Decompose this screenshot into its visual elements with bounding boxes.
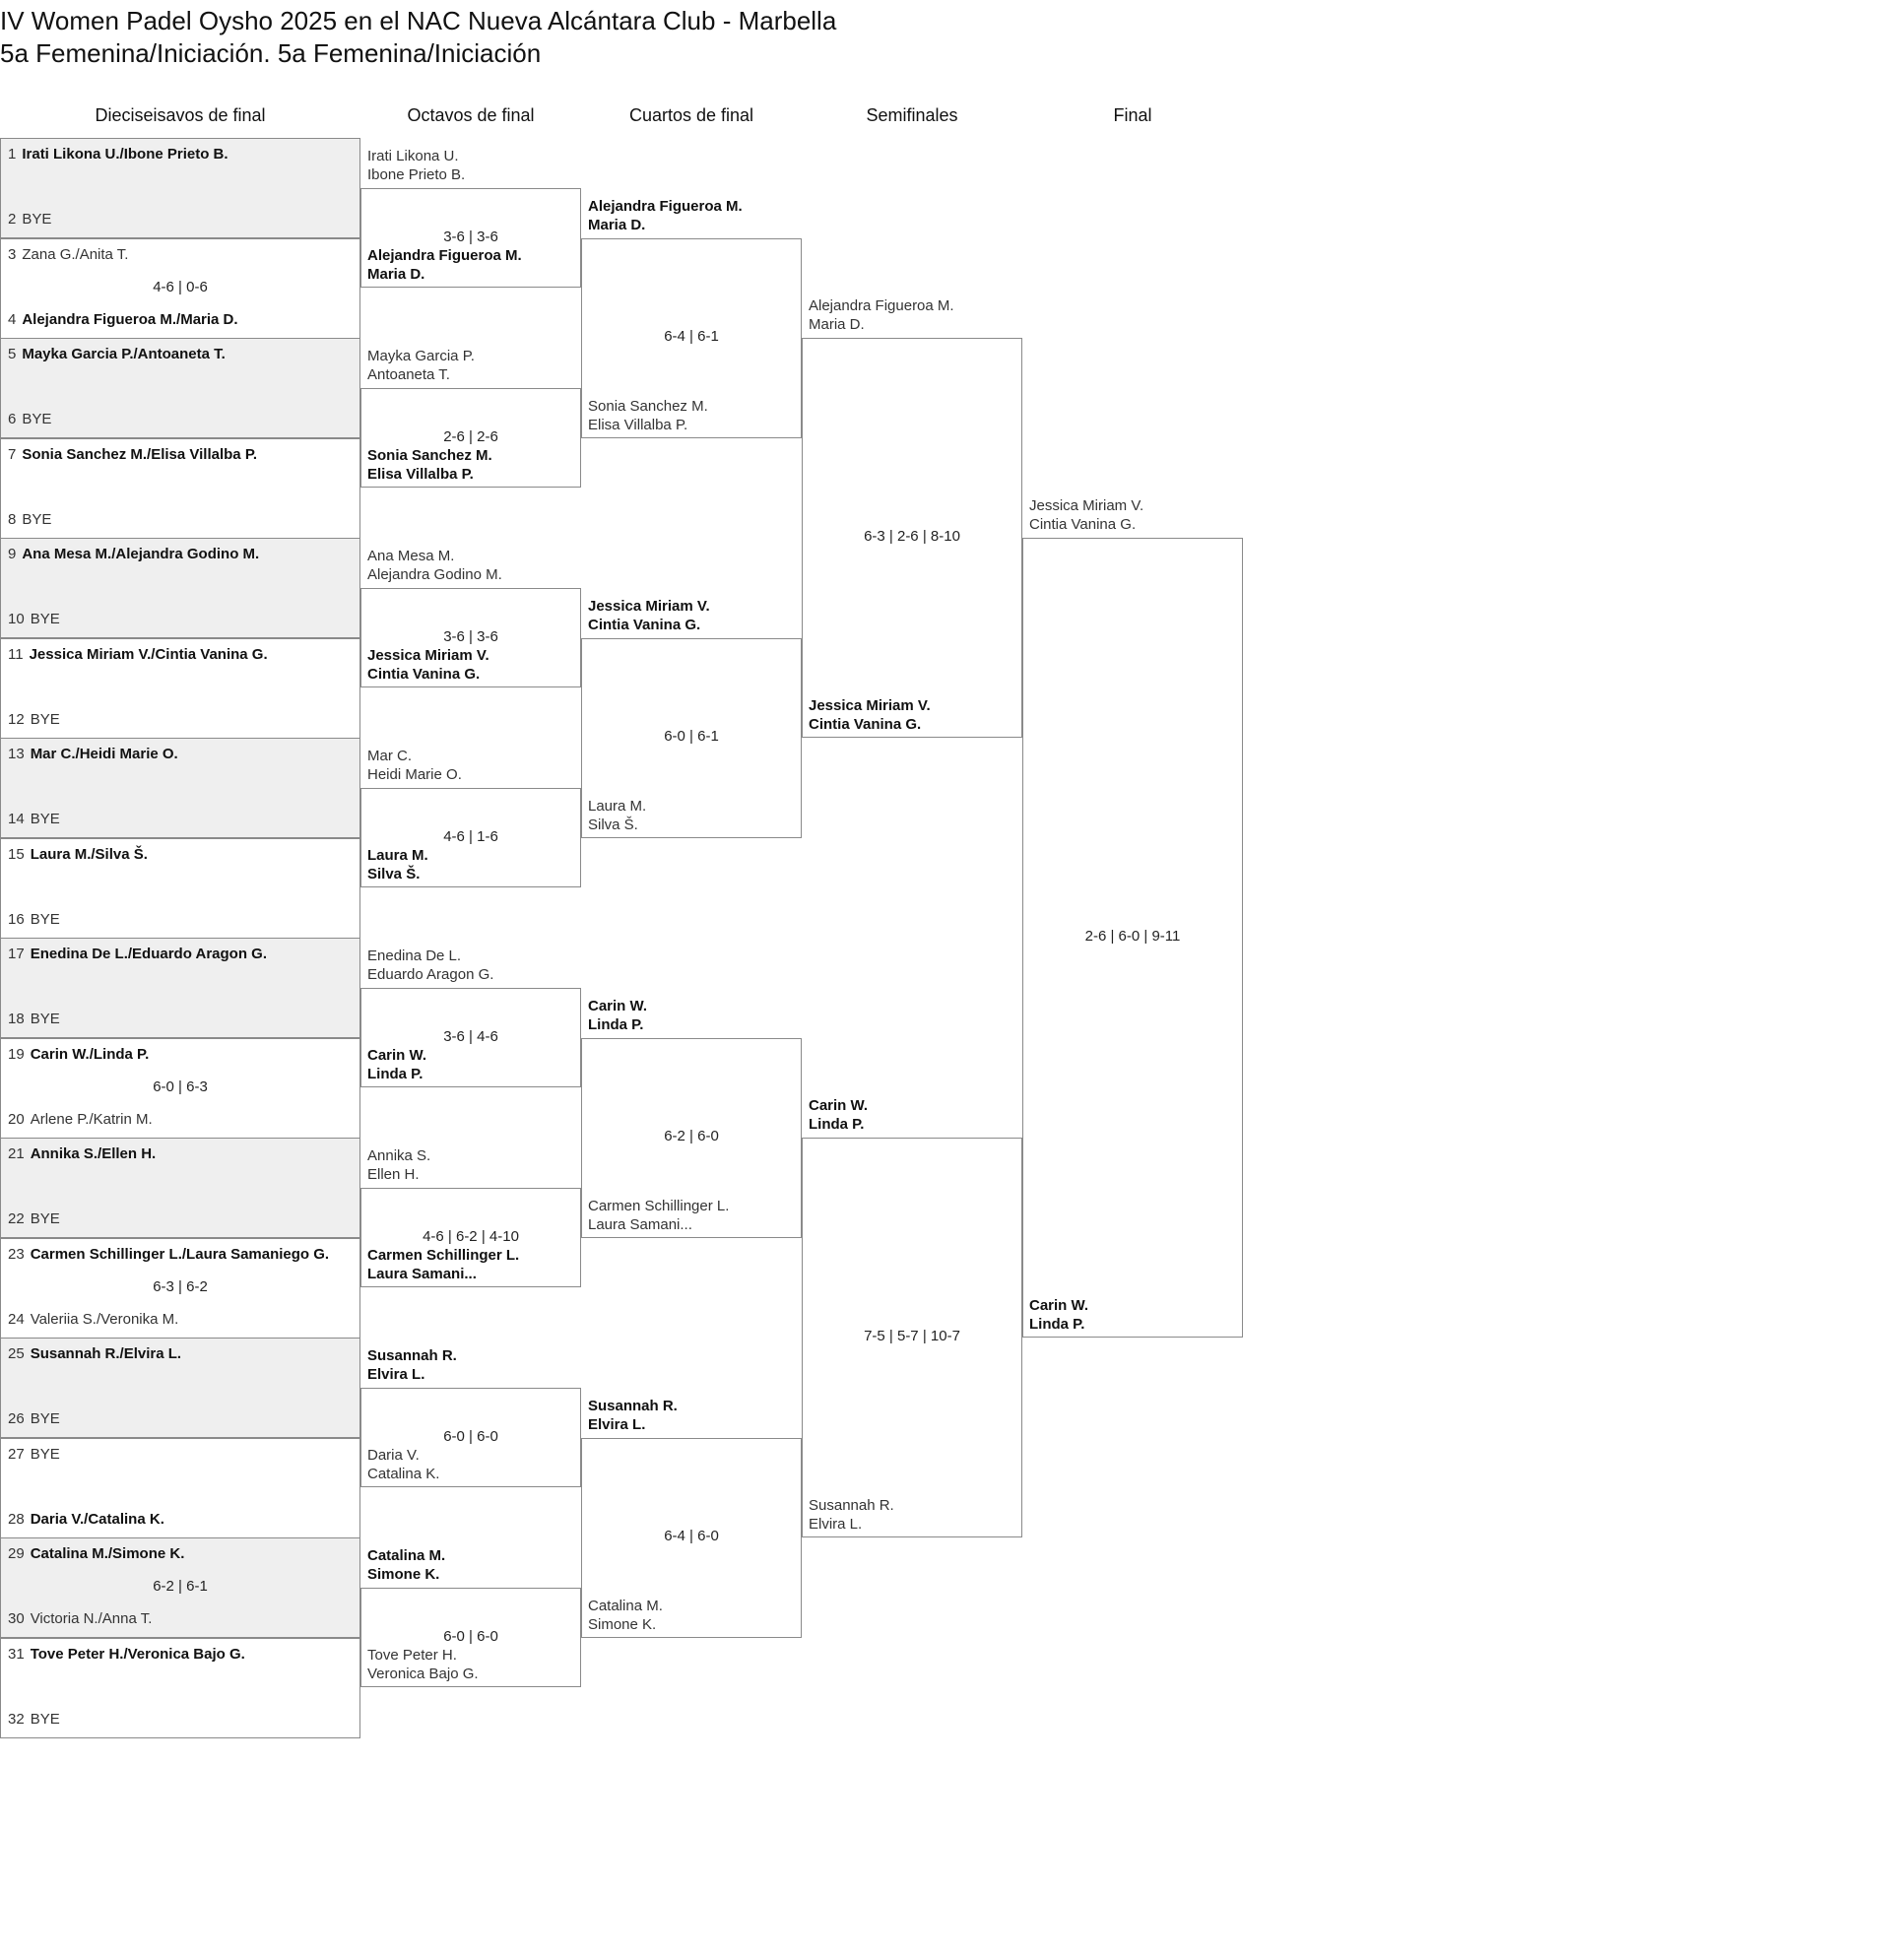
match-score: 2-6 | 2-6 bbox=[443, 427, 498, 445]
seed-number: 9 bbox=[8, 546, 17, 562]
r32-team-top bbox=[8, 1145, 156, 1162]
player-name: Daria V. bbox=[367, 1447, 420, 1465]
seed-number: 1 bbox=[8, 146, 17, 163]
team-name: Valeriia S./Veronika M. bbox=[30, 1310, 179, 1328]
seed-number: 24 bbox=[8, 1310, 25, 1328]
r32-team-top bbox=[8, 1246, 329, 1263]
player-name: Linda P. bbox=[1029, 1316, 1085, 1333]
player-name: Mayka Garcia P. bbox=[367, 347, 475, 364]
r32-match bbox=[0, 1338, 360, 1438]
r32-team-bottom bbox=[8, 511, 51, 528]
match-score: 4-6 | 1-6 bbox=[443, 827, 498, 845]
match-score: 6-0 | 6-0 bbox=[443, 1627, 498, 1645]
match-score: 6-3 | 2-6 | 8-10 bbox=[864, 528, 960, 545]
r32-team-bottom bbox=[8, 411, 51, 427]
seed-number: 11 bbox=[8, 645, 24, 663]
r32-match bbox=[0, 1537, 360, 1638]
player-name: Jessica Miriam V. bbox=[588, 597, 710, 615]
player-name: Elvira L. bbox=[809, 1516, 863, 1533]
player-name: Linda P. bbox=[809, 1116, 865, 1133]
r32-match bbox=[0, 1138, 360, 1238]
r16-entry bbox=[367, 446, 492, 484]
r32-team-bottom bbox=[8, 611, 60, 627]
player-name: Linda P. bbox=[367, 1066, 424, 1083]
r32-match bbox=[0, 438, 360, 539]
r32-team-top bbox=[8, 246, 128, 263]
r16-entry bbox=[367, 846, 428, 883]
qf-entry bbox=[588, 997, 647, 1034]
player-name: Jessica Miriam V. bbox=[1029, 497, 1144, 514]
r32-team-top bbox=[8, 1545, 184, 1562]
seed-number: 17 bbox=[8, 946, 25, 962]
team-name: BYE bbox=[22, 211, 52, 228]
seed-number: 19 bbox=[8, 1045, 25, 1063]
qf-entry bbox=[588, 1397, 678, 1434]
team-name: Mayka Garcia P./Antoaneta T. bbox=[22, 346, 226, 362]
r32-team-bottom bbox=[8, 1410, 60, 1427]
player-name: Tove Peter H. bbox=[367, 1647, 457, 1665]
seed-number: 20 bbox=[8, 1110, 25, 1128]
team-name: Alejandra Figueroa M./Maria D. bbox=[22, 310, 238, 328]
team-name: BYE bbox=[30, 611, 60, 627]
seed-number: 22 bbox=[8, 1210, 25, 1227]
team-name: Ana Mesa M./Alejandra Godino M. bbox=[22, 546, 260, 562]
player-name: Ibone Prieto B. bbox=[367, 165, 466, 183]
round-header-r16: Octavos de final bbox=[407, 105, 535, 125]
player-name: Annika S. bbox=[367, 1146, 431, 1164]
r32-team-top bbox=[8, 1646, 245, 1663]
team-name: Tove Peter H./Veronica Bajo G. bbox=[30, 1645, 245, 1663]
seed-number: 21 bbox=[8, 1145, 25, 1162]
player-name: Laura M. bbox=[367, 847, 428, 865]
player-name: Enedina De L. bbox=[367, 947, 462, 964]
r32-match bbox=[0, 1238, 360, 1339]
team-name: Annika S./Ellen H. bbox=[30, 1145, 157, 1162]
player-name: Heidi Marie O. bbox=[367, 765, 462, 783]
r32-team-bottom bbox=[8, 711, 60, 728]
r32-team-bottom bbox=[8, 211, 51, 228]
match-score: 2-6 | 6-0 | 9-11 bbox=[1084, 928, 1181, 945]
player-name: Carin W. bbox=[1029, 1297, 1089, 1314]
seed-number: 4 bbox=[8, 310, 17, 328]
player-name: Cintia Vanina G. bbox=[367, 666, 481, 684]
qf-entry bbox=[588, 397, 708, 434]
seed-number: 23 bbox=[8, 1245, 25, 1263]
final-entry bbox=[1029, 1296, 1088, 1334]
match-score: 6-3 | 6-2 bbox=[153, 1277, 208, 1295]
player-name: Ellen H. bbox=[367, 1165, 420, 1183]
match-score: 6-2 | 6-1 bbox=[153, 1578, 208, 1595]
team-name: BYE bbox=[22, 510, 52, 528]
player-name: Maria D. bbox=[588, 216, 646, 233]
team-name: Victoria N./Anna T. bbox=[30, 1610, 153, 1627]
player-name: Alejandra Godino M. bbox=[367, 565, 502, 583]
player-name: Silva Š. bbox=[588, 816, 638, 833]
r32-team-top bbox=[8, 1046, 149, 1063]
player-name: Sonia Sanchez M. bbox=[588, 397, 708, 415]
sf-entry bbox=[809, 696, 931, 734]
seed-number: 10 bbox=[8, 611, 25, 627]
team-name: Jessica Miriam V./Cintia Vanina G. bbox=[29, 645, 268, 663]
match-score: 6-0 | 6-1 bbox=[664, 728, 719, 745]
player-name: Carin W. bbox=[367, 1047, 427, 1065]
player-name: Alejandra Figueroa M. bbox=[809, 297, 954, 314]
r32-team-top bbox=[8, 946, 267, 962]
r32-team-bottom bbox=[8, 1311, 178, 1328]
r32-team-top bbox=[8, 1345, 181, 1362]
r32-match bbox=[0, 338, 360, 438]
r32-team-top bbox=[8, 546, 259, 562]
r32-team-bottom bbox=[8, 1011, 60, 1027]
player-name: Carmen Schillinger L. bbox=[367, 1247, 520, 1265]
team-name: Laura M./Silva Š. bbox=[30, 845, 148, 863]
round-header-qf: Cuartos de final bbox=[628, 105, 754, 125]
team-name: Sonia Sanchez M./Elisa Villalba P. bbox=[22, 445, 258, 463]
player-name: Linda P. bbox=[588, 1015, 644, 1033]
player-name: Irati Likona U. bbox=[367, 147, 459, 164]
sf-entry bbox=[809, 296, 954, 334]
player-name: Susannah R. bbox=[809, 1497, 894, 1514]
seed-number: 28 bbox=[8, 1510, 25, 1528]
r32-match bbox=[0, 638, 360, 739]
team-name: BYE bbox=[30, 811, 60, 827]
team-name: Susannah R./Elvira L. bbox=[30, 1345, 182, 1362]
player-name: Elisa Villalba P. bbox=[588, 416, 688, 433]
r16-entry bbox=[367, 1146, 430, 1184]
match-score: 6-4 | 6-1 bbox=[664, 328, 719, 345]
player-name: Jessica Miriam V. bbox=[809, 697, 931, 714]
team-name: BYE bbox=[30, 1210, 60, 1227]
r16-entry bbox=[367, 947, 493, 984]
player-name: Silva Š. bbox=[367, 866, 421, 883]
player-name: Maria D. bbox=[367, 266, 425, 284]
match-score: 6-4 | 6-0 bbox=[664, 1528, 719, 1544]
r32-match bbox=[0, 1038, 360, 1139]
seed-number: 30 bbox=[8, 1610, 25, 1627]
match-score: 3-6 | 4-6 bbox=[443, 1027, 498, 1045]
r32-team-bottom bbox=[8, 811, 60, 827]
player-name: Antoaneta T. bbox=[367, 365, 450, 383]
player-name: Cintia Vanina G. bbox=[588, 616, 701, 633]
match-score: 6-0 | 6-3 bbox=[153, 1078, 208, 1095]
r32-match bbox=[0, 538, 360, 638]
seed-number: 13 bbox=[8, 746, 25, 762]
seed-number: 26 bbox=[8, 1410, 25, 1427]
seed-number: 5 bbox=[8, 346, 17, 362]
r32-team-bottom bbox=[8, 311, 238, 328]
player-name: Jessica Miriam V. bbox=[367, 647, 489, 665]
qf-entry bbox=[588, 1597, 663, 1634]
seed-number: 15 bbox=[8, 845, 25, 863]
r32-match bbox=[0, 838, 360, 939]
player-name: Carmen Schillinger L. bbox=[588, 1197, 730, 1214]
tournament-title: IV Women Padel Oysho 2025 en el NAC Nueva Alcántara Club - Marbella bbox=[0, 6, 837, 35]
match-score: 4-6 | 6-2 | 4-10 bbox=[423, 1227, 519, 1245]
team-name: Daria V./Catalina K. bbox=[30, 1510, 164, 1528]
qf-entry bbox=[588, 1197, 729, 1234]
team-name: BYE bbox=[30, 1410, 60, 1427]
r32-match bbox=[0, 138, 360, 238]
player-name: Simone K. bbox=[367, 1565, 440, 1583]
r16-entry bbox=[367, 1446, 439, 1483]
player-name: Maria D. bbox=[809, 316, 865, 333]
player-name: Alejandra Figueroa M. bbox=[367, 247, 522, 265]
seed-number: 2 bbox=[8, 211, 17, 228]
seed-number: 16 bbox=[8, 910, 25, 928]
team-name: Mar C./Heidi Marie O. bbox=[30, 746, 178, 762]
r16-entry bbox=[367, 347, 475, 384]
r16-entry bbox=[367, 1646, 479, 1683]
seed-number: 12 bbox=[8, 710, 25, 728]
player-name: Elvira L. bbox=[588, 1415, 646, 1433]
player-name: Carin W. bbox=[809, 1097, 869, 1114]
player-name: Carin W. bbox=[588, 997, 648, 1014]
qf-entry bbox=[588, 597, 710, 634]
sf-entry bbox=[809, 1496, 894, 1534]
team-name: BYE bbox=[30, 1710, 60, 1728]
team-name: BYE bbox=[22, 411, 52, 427]
r32-match bbox=[0, 938, 360, 1038]
team-name: BYE bbox=[30, 1445, 60, 1463]
r16-entry bbox=[367, 646, 489, 684]
r32-match bbox=[0, 1638, 360, 1738]
r32-team-top bbox=[8, 746, 178, 762]
round-header-final: Final bbox=[1113, 105, 1152, 125]
match-score: 7-5 | 5-7 | 10-7 bbox=[864, 1328, 960, 1344]
r32-match bbox=[0, 238, 360, 339]
seed-number: 18 bbox=[8, 1011, 25, 1027]
player-name: Alejandra Figueroa M. bbox=[588, 197, 743, 215]
r32-team-top bbox=[8, 146, 228, 163]
player-name: Mar C. bbox=[367, 747, 412, 764]
match-score: 4-6 | 0-6 bbox=[153, 278, 208, 295]
seed-number: 3 bbox=[8, 245, 17, 263]
r32-team-top bbox=[8, 1446, 60, 1463]
match-score: 3-6 | 3-6 bbox=[443, 627, 498, 645]
player-name: Eduardo Aragon G. bbox=[367, 965, 494, 983]
final-entry bbox=[1029, 496, 1143, 534]
seed-number: 6 bbox=[8, 411, 17, 427]
player-name: Sonia Sanchez M. bbox=[367, 447, 492, 465]
r16-entry bbox=[367, 547, 502, 584]
team-name: Enedina De L./Eduardo Aragon G. bbox=[30, 946, 267, 962]
r32-match bbox=[0, 738, 360, 838]
qf-entry bbox=[588, 797, 646, 834]
player-name: Catalina M. bbox=[367, 1546, 446, 1564]
sf-entry bbox=[809, 1096, 868, 1134]
player-name: Simone K. bbox=[588, 1615, 657, 1633]
player-name: Catalina K. bbox=[367, 1466, 440, 1483]
r16-entry bbox=[367, 1046, 426, 1083]
r32-team-top bbox=[8, 846, 148, 863]
qf-entry bbox=[588, 197, 743, 234]
match-score: 3-6 | 3-6 bbox=[443, 228, 498, 245]
seed-number: 8 bbox=[8, 510, 17, 528]
r16-entry bbox=[367, 1546, 445, 1584]
seed-number: 32 bbox=[8, 1710, 25, 1728]
match-score: 6-0 | 6-0 bbox=[443, 1427, 498, 1445]
player-name: Cintia Vanina G. bbox=[809, 716, 922, 733]
player-name: Ana Mesa M. bbox=[367, 547, 455, 564]
r16-entry bbox=[367, 246, 522, 284]
round-header-sf: Semifinales bbox=[866, 105, 958, 125]
match-score: 6-2 | 6-0 bbox=[664, 1128, 719, 1144]
r32-team-bottom bbox=[8, 1210, 60, 1227]
team-name: Zana G./Anita T. bbox=[22, 245, 129, 263]
seed-number: 14 bbox=[8, 811, 25, 827]
r16-entry bbox=[367, 147, 465, 184]
player-name: Susannah R. bbox=[367, 1346, 457, 1364]
r32-team-bottom bbox=[8, 1711, 60, 1728]
team-name: Catalina M./Simone K. bbox=[30, 1545, 185, 1562]
team-name: BYE bbox=[30, 710, 60, 728]
r32-team-top bbox=[8, 446, 257, 463]
seed-number: 7 bbox=[8, 445, 17, 463]
player-name: Susannah R. bbox=[588, 1397, 678, 1414]
team-name: Irati Likona U./Ibone Prieto B. bbox=[22, 146, 228, 163]
r16-entry bbox=[367, 1346, 457, 1384]
r16-entry bbox=[367, 1246, 519, 1283]
team-name: Arlene P./Katrin M. bbox=[30, 1110, 153, 1128]
category-title: 5a Femenina/Iniciación. 5a Femenina/Iniciación bbox=[0, 38, 542, 68]
team-name: BYE bbox=[30, 1011, 60, 1027]
r32-team-top bbox=[8, 346, 226, 362]
round-header-r32: Dieciseisavos de final bbox=[95, 105, 266, 125]
seed-number: 31 bbox=[8, 1645, 25, 1663]
r16-entry bbox=[367, 747, 462, 784]
r32-team-bottom bbox=[8, 1610, 152, 1627]
player-name: Elisa Villalba P. bbox=[367, 466, 474, 484]
r32-team-bottom bbox=[8, 1511, 164, 1528]
team-name: Carmen Schillinger L./Laura Samaniego G. bbox=[30, 1245, 330, 1263]
player-name: Cintia Vanina G. bbox=[1029, 516, 1137, 533]
team-name: Carin W./Linda P. bbox=[30, 1045, 150, 1063]
player-name: Laura Samani... bbox=[367, 1266, 477, 1283]
player-name: Laura Samani... bbox=[588, 1215, 692, 1233]
player-name: Catalina M. bbox=[588, 1597, 663, 1614]
r32-team-bottom bbox=[8, 1111, 153, 1128]
seed-number: 27 bbox=[8, 1445, 25, 1463]
r32-team-top bbox=[8, 646, 268, 663]
r32-team-bottom bbox=[8, 911, 60, 928]
player-name: Elvira L. bbox=[367, 1365, 425, 1383]
player-name: Veronica Bajo G. bbox=[367, 1666, 479, 1683]
seed-number: 25 bbox=[8, 1345, 25, 1362]
r32-match bbox=[0, 1438, 360, 1538]
team-name: BYE bbox=[30, 910, 60, 928]
seed-number: 29 bbox=[8, 1545, 25, 1562]
player-name: Laura M. bbox=[588, 797, 647, 815]
